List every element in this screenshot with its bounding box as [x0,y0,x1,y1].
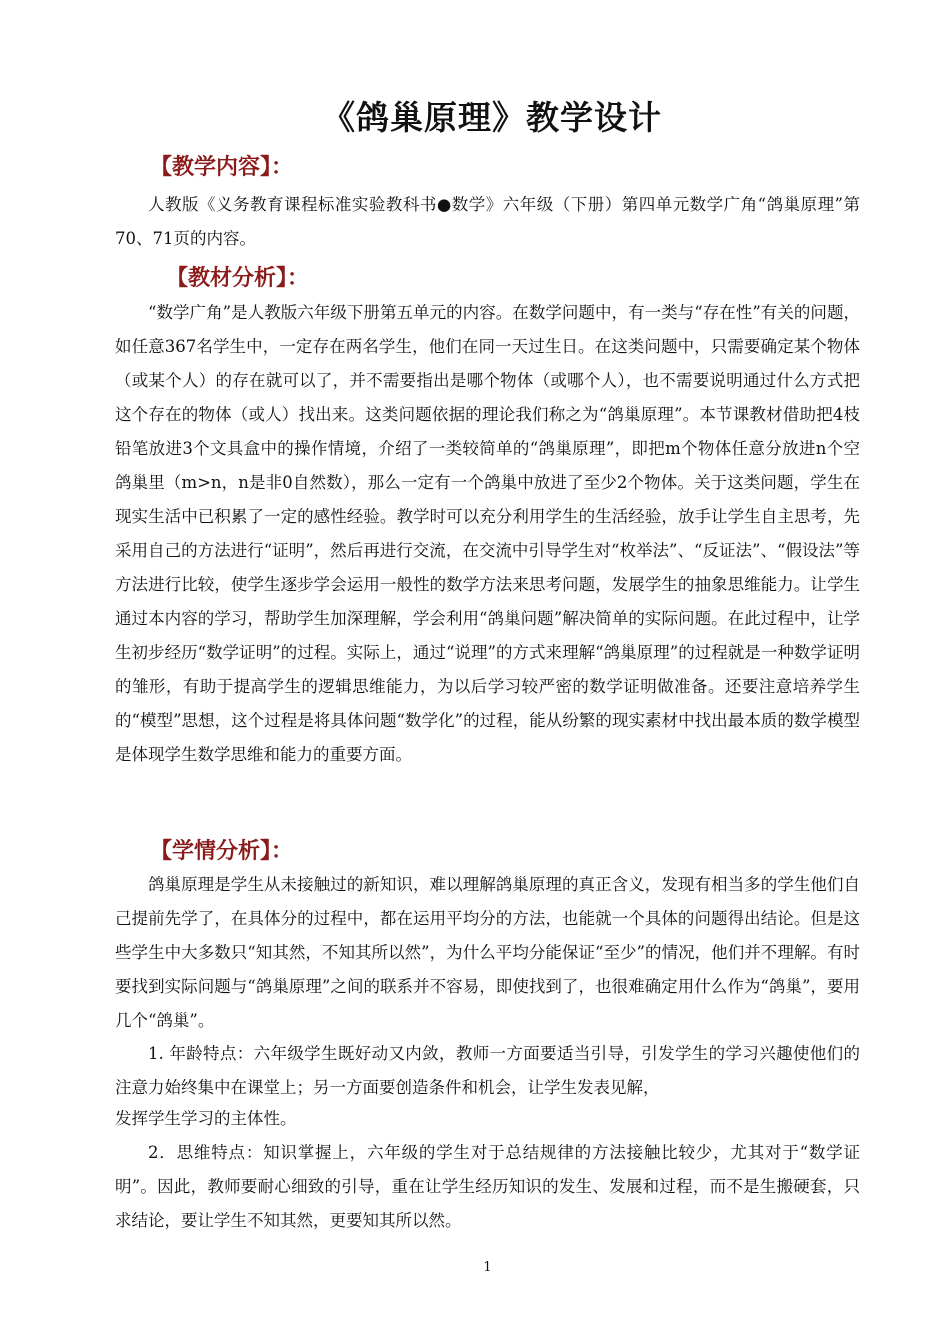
paragraph-age-characteristics: 1. 年龄特点：六年级学生既好动又内敛，教师一方面要适当引导，引发学生的学习兴趣使他们的注意力始终集中在课堂上；另一方面要创造条件和机会，让学生发表见解， [115,1044,860,1097]
section-heading-material-analysis: 【教材分析】： [166,266,310,291]
page-number: 1 [483,1260,492,1275]
section-heading-teaching-content: 【教学内容】： [150,155,294,180]
paragraph-thinking-characteristics: 2．思维特点：知识掌握上，六年级的学生对于总结规律的方法接触比较少，尤其对于“数学证明”。因此，教师要耐心细致的引导，重在让学生经历知识的发生、发展和过程，而不是生搬硬套，只求结论，要让学生不知其然，更要知其所以然。 [115,1143,860,1230]
document-title: 《鸽巢原理》教学设计 [322,98,662,137]
paragraph-age-characteristics-continued: 发挥学生学习的主体性。 [115,1109,297,1128]
paragraph-teaching-content: 人教版《义务教育课程标准实验教科书●数学》六年级（下册）第四单元数学广角“鸽巢原理”第70、71页的内容。 [115,195,860,248]
section-heading-student-analysis: 【学情分析】： [150,839,294,864]
paragraph-student-analysis: 鸽巢原理是学生从未接触过的新知识，难以理解鸽巢原理的真正含义，发现有相当多的学生他们自己提前先学了，在具体分的过程中，都在运用平均分的方法，也能就一个具体的问题得出结论。但是这些学生中大多数只“知其然，不知其所以然”，为什么平均分能保证“至少”的情况，他们并不理解。有时要找到实际问题与“鸽巢原理”之间的联系并不容易，即使找到了，也很难确定用什么作为“鸽巢”，要用几个“鸽巢”。 [115,875,860,1030]
paragraph-material-analysis: “数学广角”是人教版六年级下册第五单元的内容。在数学问题中，有一类与“存在性”有关的问题，如任意367名学生中，一定存在两名学生，他们在同一天过生日。在这类问题中，只需要确定某个物体（或某个人）的存在就可以了，并不需要指出是哪个物体（或哪个人），也不需要说明通过什么方式把这个存在的物体（或人）找出来。这类问题依据的理论我们称之为“鸽巢原理”。本节课教材借助把4枝铅笔放进3个文具盒中的操作情境，介绍了一类较简单的“鸽巢原理”，即把m个物体任意分放进n个空鸽巢里（m>n，n是非0自然数），那么一定有一个鸽巢中放进了至少2个物体。关于这类问题，学生在现实生活中已积累了一定的感性经验。教学时可以充分利用学生的生活经验，放手让学生自主思考，先采用自己的方法进行“证明”，然后再进行交流，在交流中引导学生对“枚举法”、“反证法”、“假设法”等方法进行比较，使学生逐步学会运用一般性的数学方法来思考问题，发展学生的抽象思维能力。让学生通过本内容的学习，帮助学生加深理解，学会利用“鸽巢问题”解决简单的实际问题。在此过程中，让学生初步经历“数学证明”的过程。实际上，通过“说理”的方式来理解“鸽巢原理”的过程就是一种数学证明的雏形，有助于提高学生的逻辑思维能力，为以后学习较严密的数学证明做准备。还要注意培养学生的“模型”思想，这个过程是将具体问题“数学化”的过程，能从纷繁的现实素材中找出最本质的数学模型是体现学生数学思维和能力的重要方面。 [115,303,860,764]
